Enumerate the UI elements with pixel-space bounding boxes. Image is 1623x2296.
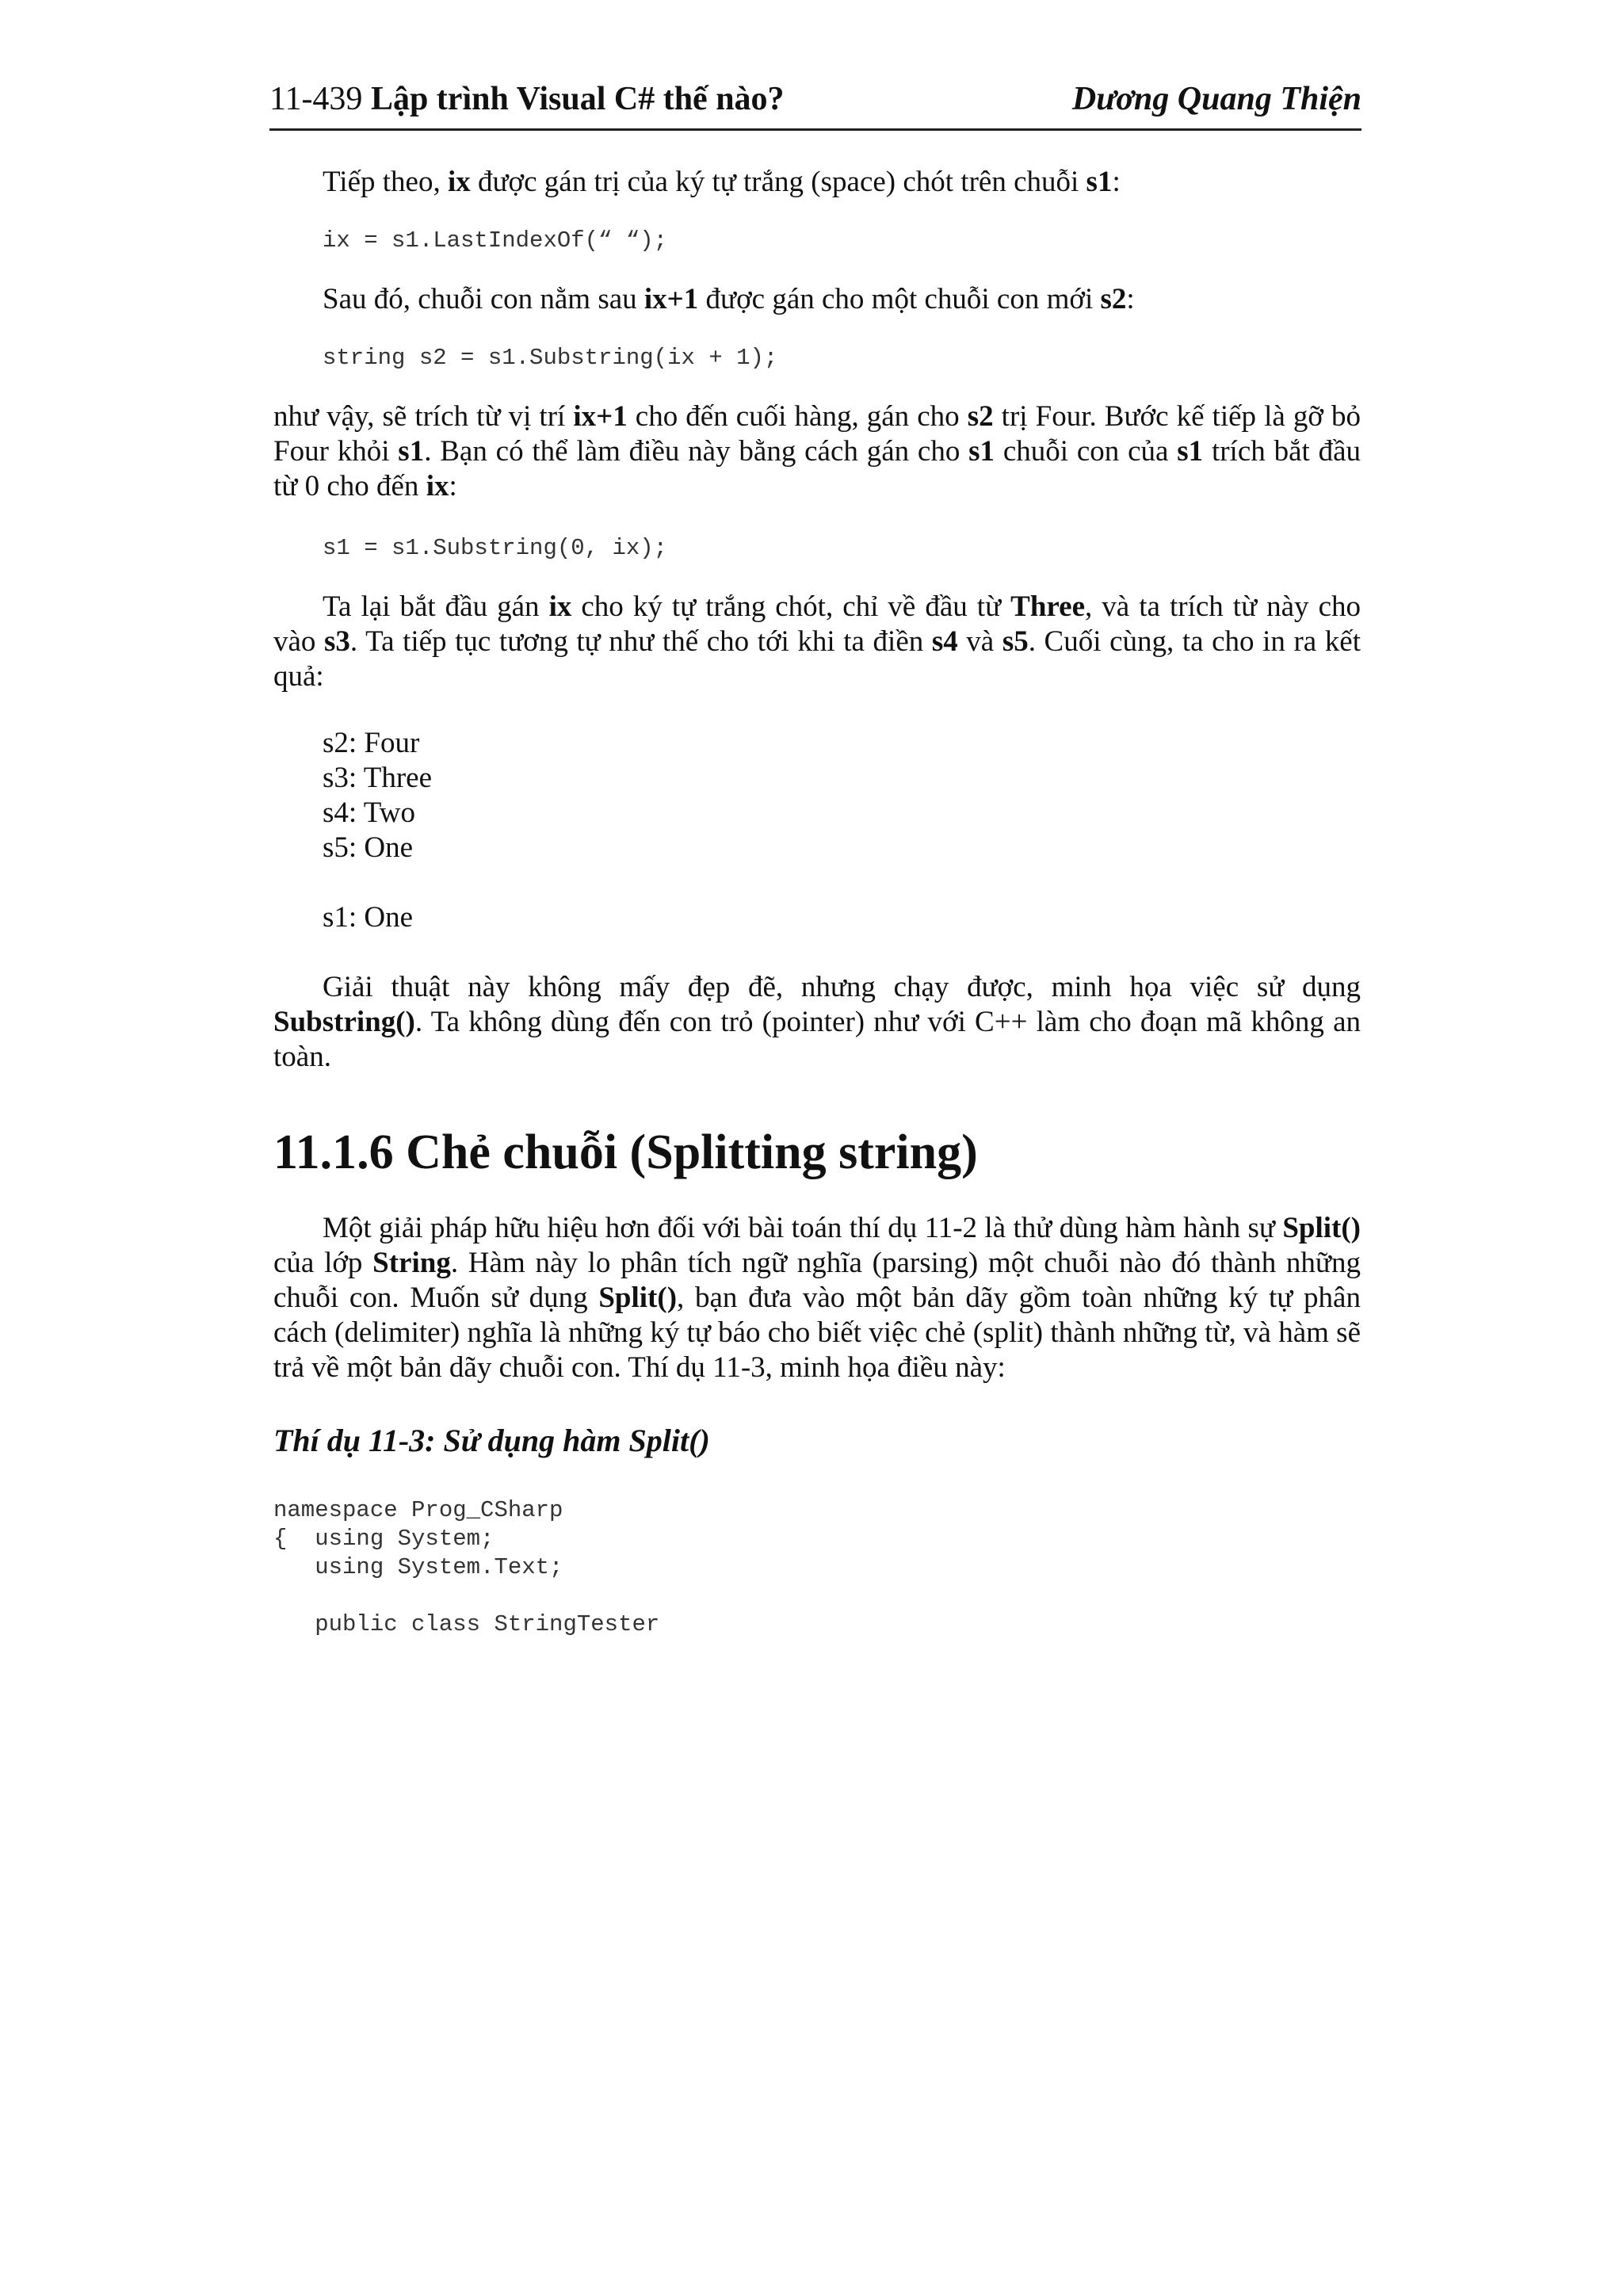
- section-heading: 11.1.6 Chẻ chuỗi (Splitting string): [273, 1125, 978, 1179]
- code-line-3: s1 = s1.Substring(0, ix);: [323, 535, 668, 561]
- example-heading: Thí dụ 11-3: Sử dụng hàm Split(): [273, 1423, 710, 1458]
- list-item: s3: Three: [323, 762, 433, 794]
- page-header: [269, 76, 1361, 131]
- list-item: s2: Four: [323, 727, 420, 759]
- code-line-2: string s2 = s1.Substring(ix + 1);: [323, 345, 778, 371]
- code-line: public class StringTester: [273, 1611, 660, 1637]
- code-line: using System.Text;: [273, 1554, 563, 1580]
- paragraph-4: Ta lại bắt đầu gán ix cho ký tự trắng chót, chỉ về đầu từ Three, và ta trích từ này cho vào s3. Ta tiếp tục tương tự như thế cho tới khi ta điền s4 và s5. Cuối cùng, ta cho in ra kết quả:: [273, 590, 1361, 693]
- code-block: [273, 1496, 1361, 1639]
- output-list: [273, 726, 1361, 865]
- paragraph-1: Tiếp theo, ix được gán trị của ký tự trắng (space) chót trên chuỗi s1:: [323, 166, 1121, 198]
- list-item: s5: One: [323, 831, 414, 864]
- paragraph-6: Một giải pháp hữu hiệu hơn đối với bài toán thí dụ 11-2 là thử dùng hàm hành sự Split() của lớp String. Hàm này lo phân tích ngữ nghĩa (parsing) một chuỗi nào đó thành những chuỗi con. Muốn sử dụng Split(), bạn đưa vào một bản dãy gồm toàn những ký tự phân cách (delimiter) nghĩa là những ký tự báo cho biết việc chẻ (split) thành những từ, và hàm sẽ trả về một bản dãy chuỗi con. Thí dụ 11-3, minh họa điều này:: [273, 1212, 1361, 1384]
- code-line-1: ix = s1.LastIndexOf(“ “);: [323, 227, 668, 254]
- paragraph-3: như vậy, sẽ trích từ vị trí ix+1 cho đến cuối hàng, gán cho s2 trị Four. Bước kế tiếp là gỡ bỏ Four khỏi s1. Bạn có thể làm điều này bằng cách gán cho s1 chuỗi con của s1 trích bắt đầu từ 0 cho đến ix:: [273, 400, 1361, 502]
- page-number: 11-439: [269, 81, 363, 117]
- list-item: s4: Two: [323, 797, 415, 829]
- code-line: { using System;: [273, 1526, 495, 1552]
- page-body: [273, 165, 1361, 1639]
- book-title: Lập trình Visual C# thế nào?: [370, 81, 785, 117]
- header-left: [269, 76, 785, 122]
- code-line: namespace Prog_CSharp: [273, 1497, 563, 1523]
- paragraph-2: Sau đó, chuỗi con nằm sau ix+1 được gán cho một chuỗi con mới s2:: [323, 283, 1135, 315]
- code-line: [273, 1582, 1361, 1610]
- paragraph-5: Giải thuật này không mấy đẹp đẽ, nhưng chạy được, minh họa việc sử dụng Substring(). Ta không dùng đến con trỏ (pointer) như với C++ làm cho đoạn mã không an toàn.: [273, 971, 1361, 1073]
- author-name: Dương Quang Thiện: [1071, 81, 1361, 117]
- output-final: s1: One: [323, 901, 414, 934]
